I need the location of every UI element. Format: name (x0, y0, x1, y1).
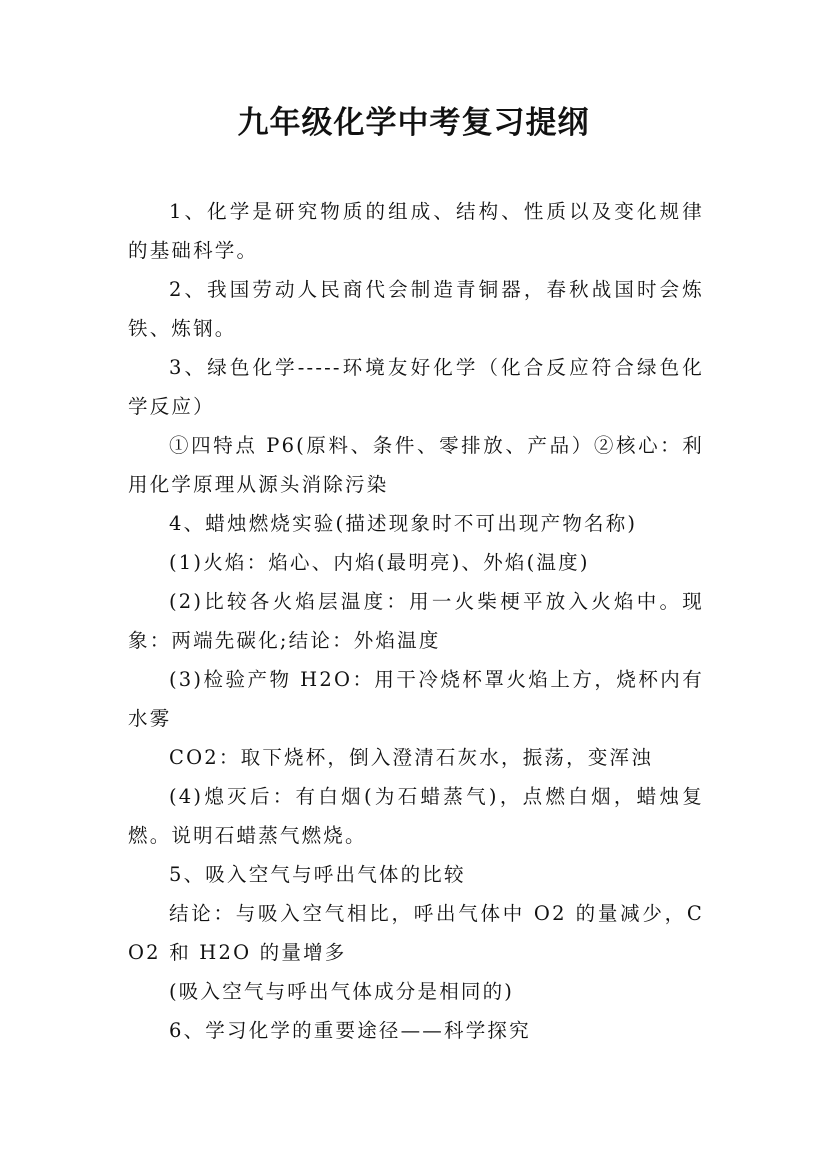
paragraph-6: (1)火焰：焰心、内焰(最明亮)、外焰(温度) (169, 551, 590, 574)
paragraph-13: (吸入空气与呼出气体成分是相同的) (169, 980, 515, 1003)
document-body (128, 192, 704, 1050)
paragraph-10: (4)熄灭后：有白烟(为石蜡蒸气)，点燃白烟，蜡烛复燃。说明石蜡蒸气燃烧。 (128, 785, 704, 847)
paragraph-2: 2、我国劳动人民商代会制造青铜器，春秋战国时会炼铁、炼钢。 (128, 278, 704, 340)
paragraph-12: 结论：与吸入空气相比，呼出气体中 O2 的量减少，CO2 和 H2O 的量增多 (128, 902, 704, 964)
paragraph-1: 1、化学是研究物质的组成、结构、性质以及变化规律的基础科学。 (128, 200, 704, 262)
paragraph-9: CO2：取下烧杯，倒入澄清石灰水，振荡，变浑浊 (169, 746, 653, 769)
paragraph-8: (3)检验产物 H2O：用干冷烧杯罩火焰上方，烧杯内有水雾 (128, 668, 704, 730)
paragraph-3: 3、绿色化学-----环境友好化学（化合反应符合绿色化学反应） (128, 356, 704, 418)
paragraph-5: 4、蜡烛燃烧实验(描述现象时不可出现产物名称) (169, 512, 638, 535)
paragraph-7: (2)比较各火焰层温度：用一火柴梗平放入火焰中。现象：两端先碳化;结论：外焰温度 (128, 590, 704, 652)
paragraph-11: 5、吸入空气与呼出气体的比较 (169, 863, 466, 886)
paragraph-4: ①四特点 P6(原料、条件、零排放、产品）②核心：利用化学原理从源头消除污染 (128, 434, 704, 496)
document-title: 九年级化学中考复习提纲 (237, 105, 590, 141)
paragraph-14: 6、学习化学的重要途径——科学探究 (169, 1019, 531, 1042)
